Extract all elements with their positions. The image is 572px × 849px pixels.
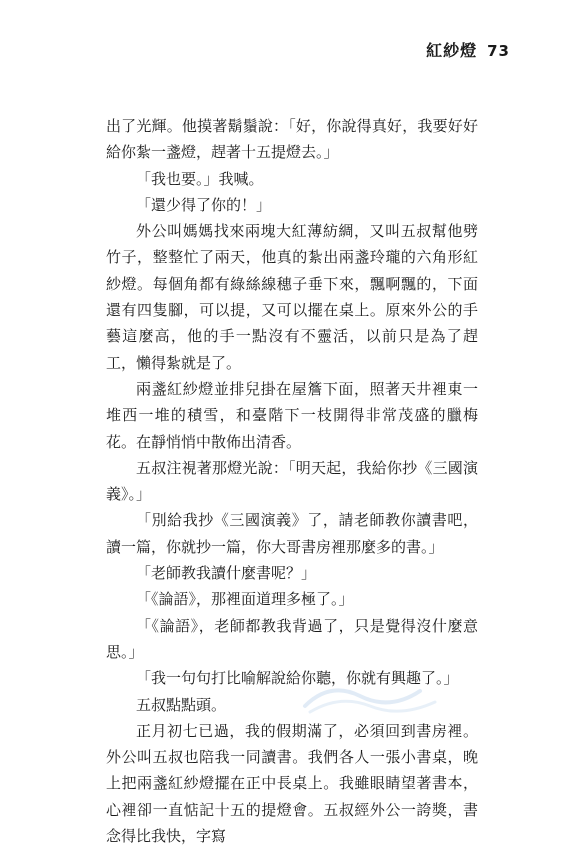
paragraph: 「《論語》，老師都教我背過了，只是覺得沒什麼意思。」 (106, 616, 478, 661)
paragraph: 正月初七已過，我的假期滿了，必須回到書房裡。外公叫五叔也陪我一同讀書。我們各人一張小書桌，晚上把兩盞紅紗燈擺在正中長桌上。我雖眼睛望著書本，心裡卻一直惦記十五的提燈會。五叔經外公一誇獎，書念得比我快，字寫 (106, 721, 478, 846)
paragraph: 「別給我抄《三國演義》了，請老師教你讀書吧，讀一篇，你就抄一篇，你大哥書房裡那麼多的書。」 (106, 511, 478, 556)
paragraph: 五叔點點頭。 (136, 695, 227, 714)
running-header (426, 38, 510, 61)
paragraph: 「還少得了你的！」 (136, 195, 272, 214)
chapter-title: 紅紗燈 (426, 41, 478, 60)
paragraph: 「我一句句打比喻解說給你聽，你就有興趣了。」 (136, 669, 459, 688)
paragraph: 「老師教我讀什麼書呢？」 (136, 564, 317, 583)
page-number: 73 (487, 42, 510, 60)
paragraph: 五叔注視著那燈光說：「明天起，我給你抄《三國演義》。」 (106, 458, 478, 504)
paragraph: 「《論語》，那裡面道理多極了。」 (136, 590, 354, 609)
paragraph: 出了光輝。他摸著鬍鬚說：「好，你說得真好，我要好好給你紮一盞燈，趕著十五提燈去。」 (106, 117, 478, 162)
paragraph: 外公叫媽媽找來兩塊大紅薄紡綢，又叫五叔幫他劈竹子，整整忙了兩天，他真的紮出兩盞玲瓏的六角形紅紗燈。每個角都有綠絲線穗子垂下來，飄啊飄的，下面還有四隻腳，可以提，又可以擺在桌上。原來外公的手藝這麼高，他的手一點沒有不靈活，以前只是為了趕工，懶得紮就是了。 (106, 222, 478, 372)
paragraph: 兩盞紅紗燈並排兒掛在屋簷下面，照著天井裡東一堆西一堆的積雪，和臺階下一枝開得非常茂盛的臘梅花。在靜悄悄中散佈出清香。 (106, 379, 478, 451)
paragraph: 「我也要。」我喊。 (136, 169, 264, 188)
body-text (106, 113, 478, 849)
